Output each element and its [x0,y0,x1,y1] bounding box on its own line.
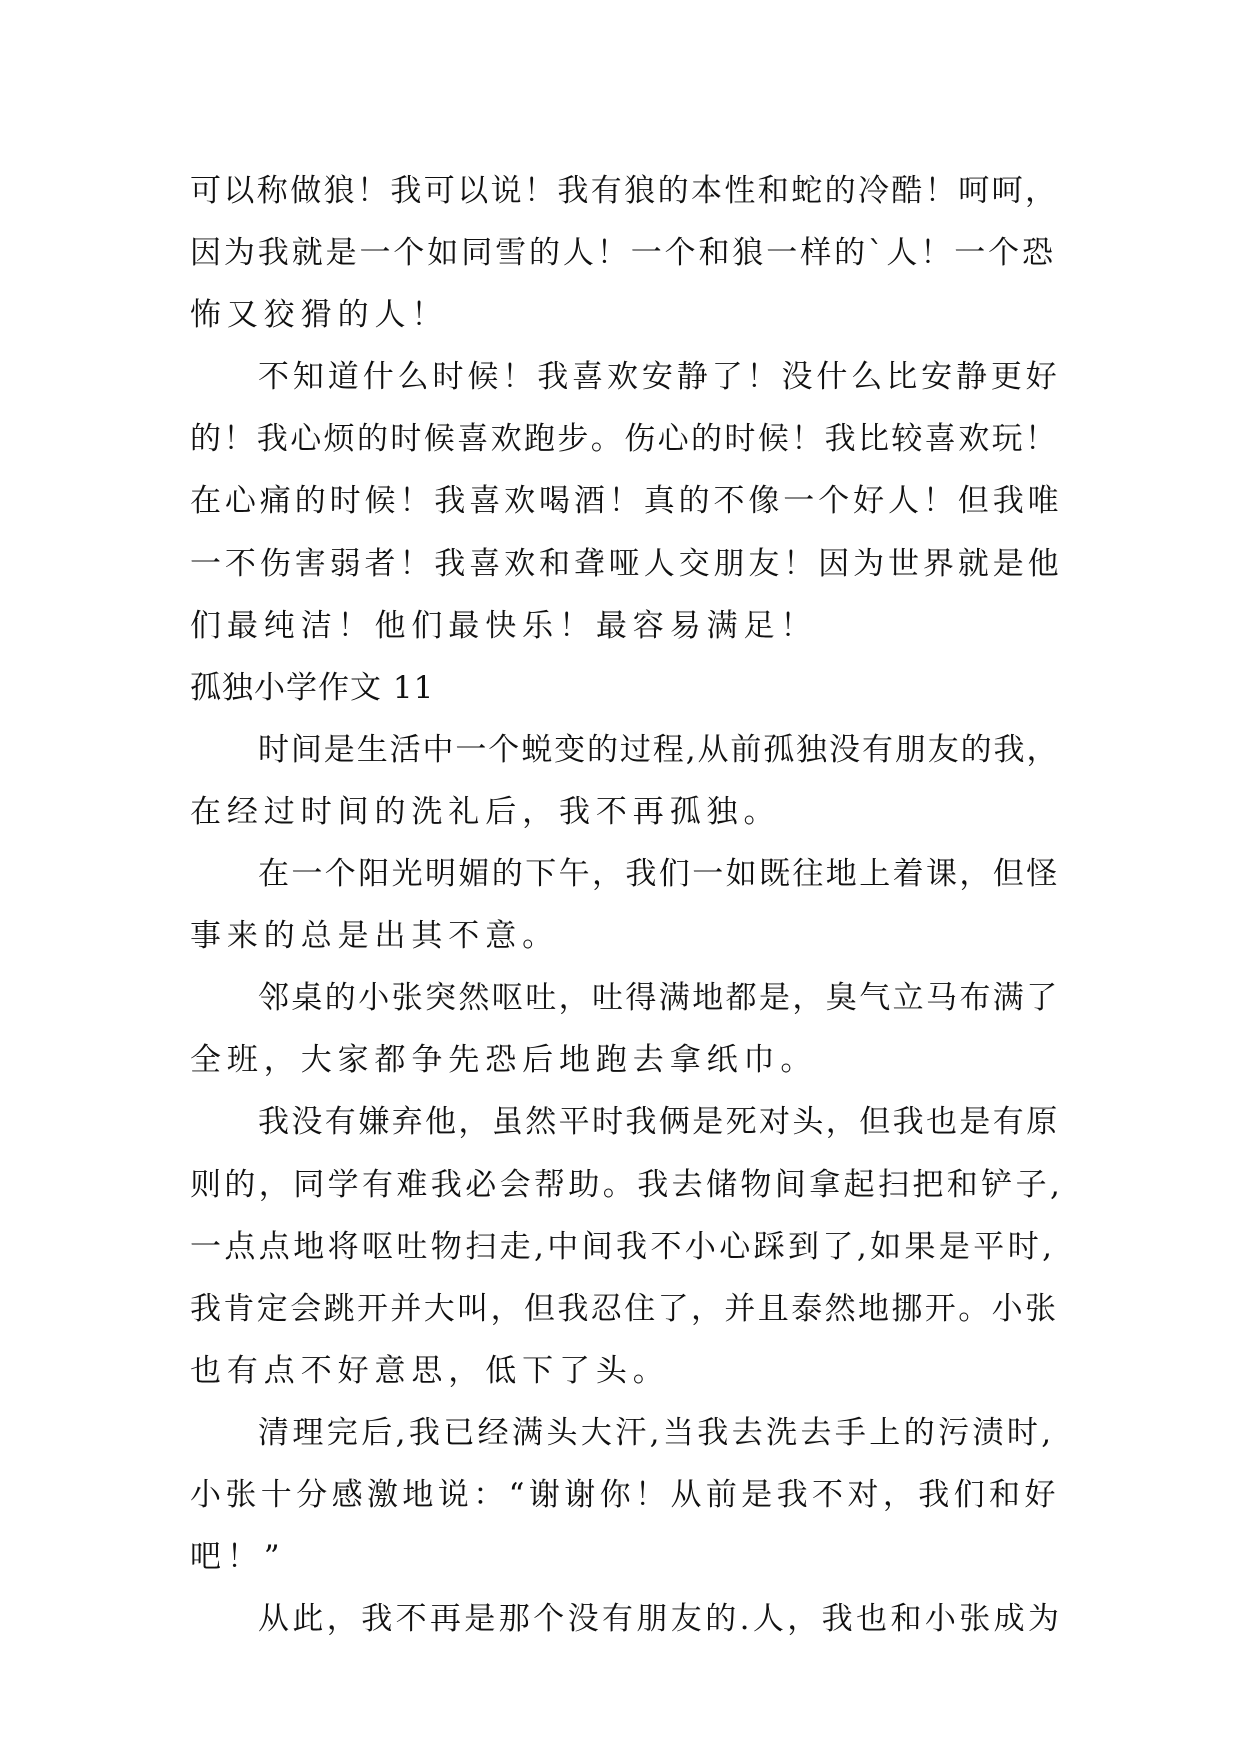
text-line: 则的，同学有难我必会帮助。我去储物间拿起扫把和铲子, [190,1166,1064,1203]
text-line: 可以称做狼！我可以说！我有狼的本性和蛇的冷酷！呵呵， [190,173,1059,209]
text-line: 的！我心烦的时候喜欢跑步。伤心的时候！我比较喜欢玩！ [190,421,1059,458]
text-line: 事来的总是出其不意。 [190,918,559,955]
text-line: 也有点不好意思，低下了头。 [190,1352,670,1389]
text-line: 因为我就是一个如同雪的人！一个和狼一样的`人！一个恐 [190,235,1056,272]
text-line: 怖又狡猾的人！ [190,297,449,334]
text-line: 在心痛的时候！我喜欢喝酒！真的不像一个好人！但我唯 [190,483,1063,520]
text-line: 一点点地将呕吐物扫走,中间我不小心踩到了,如果是平时, [190,1228,1056,1265]
text-line: 们最纯洁！他们最快乐！最容易满足！ [190,607,818,644]
paragraph-first-line: 我没有嫌弃他，虽然平时我俩是死对头，但我也是有原 [258,1104,1060,1141]
essay-body [190,160,1065,1650]
paragraph-first-line: 不知道什么时候！我喜欢安静了！没什么比安静更好 [258,359,1061,396]
section-heading: 孤独小学作文 11 [190,669,435,706]
text-line: 我肯定会跳开并大叫，但我忍住了，并且泰然地挪开。小张 [190,1290,1059,1327]
paragraph-first-line: 从此，我不再是那个没有朋友的.人，我也和小张成为 [258,1601,1063,1638]
text-line: 在经过时间的洗礼后，我不再孤独。 [190,793,781,830]
paragraph-first-line: 邻桌的小张突然呕吐，吐得满地都是，臭气立马布满了 [258,980,1060,1017]
text-line: 吧！” [190,1539,286,1576]
paragraph-first-line: 清理完后,我已经满头大汗,当我去洗去手上的污渍时, [258,1414,1055,1451]
paragraph-first-line: 在一个阳光明媚的下午，我们一如既往地上着课，但怪 [258,856,1060,893]
text-line: 一不伤害弱者！我喜欢和聋哑人交朋友！因为世界就是他 [190,545,1063,582]
paragraph-first-line: 时间是生活中一个蜕变的过程,从前孤独没有朋友的我， [258,731,1060,768]
text-line: 全班，大家都争先恐后地跑去拿纸巾。 [190,1042,818,1079]
text-line: 小张十分感激地说：“谢谢你！从前是我不对，我们和好 [190,1476,1060,1513]
